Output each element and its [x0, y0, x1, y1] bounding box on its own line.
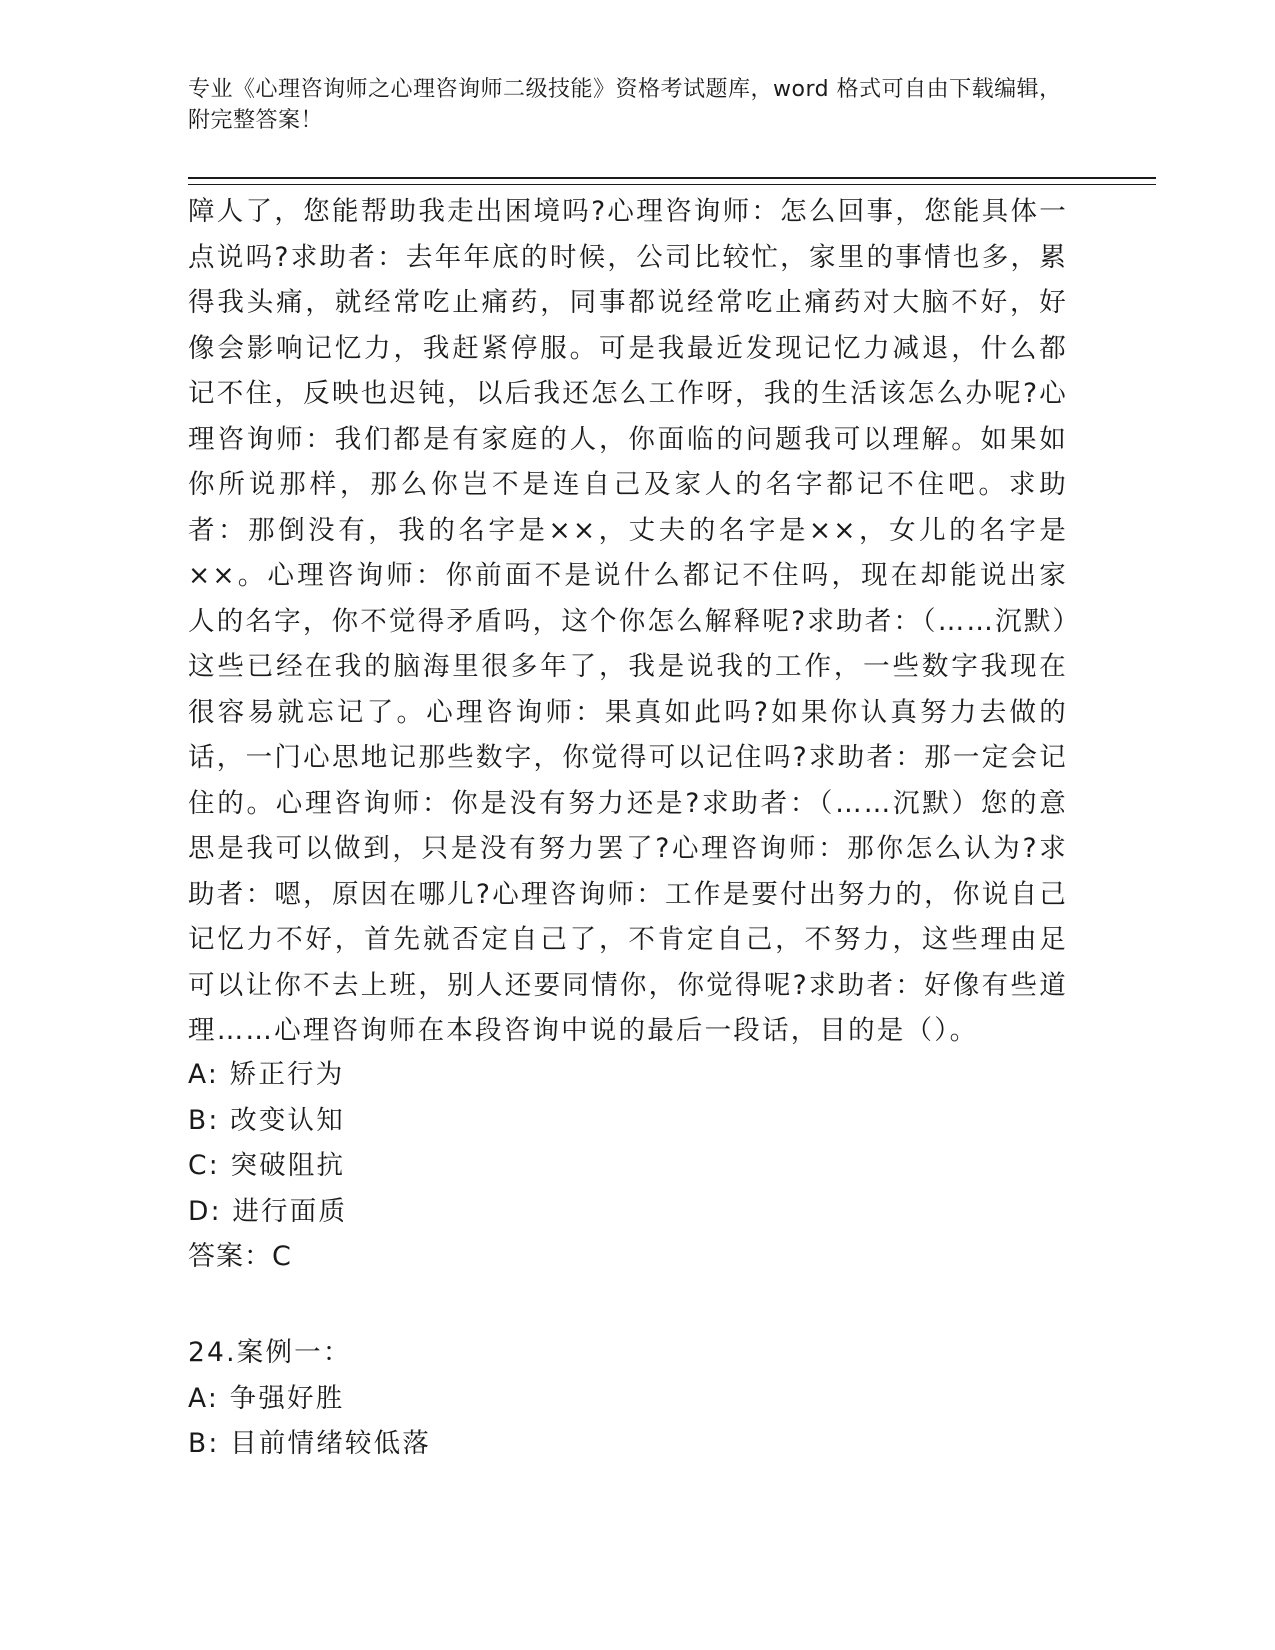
header-divider — [188, 177, 1156, 179]
option-b: B: 改变认知 — [188, 1104, 345, 1136]
next-question — [188, 1330, 431, 1467]
question-options — [188, 1052, 1068, 1234]
option-c: C: 突破阻抗 — [188, 1150, 346, 1181]
option-a: A: 争强好胜 — [188, 1382, 345, 1414]
option-b: B: 目前情绪较低落 — [188, 1428, 432, 1459]
page-header: 专业《心理咨询师之心理咨询师二级技能》资格考试题库，word 格式可自由下载编辑，附完整答案！ — [188, 77, 1062, 133]
option-d: D: 进行面质 — [188, 1195, 348, 1227]
header-divider-thin — [188, 184, 1156, 185]
question-body: 障人了，您能帮助我走出困境吗?心理咨询师：怎么回事，您能具体一点说吗?求助者：去年年底的时候，公司比较忙，家里的事情也多，累得我头痛，就经常吃止痛药，同事都说经常吃止痛药对大脑不好，好像会影响记忆力，我赶紧停服。可是我最近发现记忆力减退，什么都记不住，反映也迟钝，以后我还怎么工作呀，我的生活该怎么办呢?心理咨询师：我们都是有家庭的人，你面临的问题我可以理解。如果如你所说那样，那么你岂不是连自己及家人的名字都记不住吧。求助者：那倒没有，我的名字是××，丈夫的名字是××，女儿的名字是××。心理咨询师：你前面不是说什么都记不住吗，现在却能说出家人的名字，你不觉得矛盾吗，这个你怎么解释呢?求助者：（……沉默）这些已经在我的脑海里很多年了，我是说我的工作，一些数字我现在很容易就忘记了。心理咨询师：果真如此吗?如果你认真努力去做的话，一门心思地记那些数字，你觉得可以记住吗?求助者：那一定会记住的。心理咨询师：你是没有努力还是?求助者：（……沉默）您的意思是我可以做到，只是没有努力罢了?心理咨询师：那你怎么认为?求助者：嗯，原因在哪儿?心理咨询师：工作是要付出努力的，你说自己记忆力不好，首先就否定自己了，不肯定自己，不努力，这些理由足可以让你不去上班，别人还要同情你，你觉得呢?求助者：好像有些道理……心理咨询师在本段咨询中说的最后一段话，目的是（）。 — [188, 196, 1068, 1046]
option-a: A: 矫正行为 — [188, 1059, 345, 1090]
answer-label: 答案：C — [188, 1241, 292, 1272]
question-title: 24.案例一： — [188, 1337, 352, 1368]
